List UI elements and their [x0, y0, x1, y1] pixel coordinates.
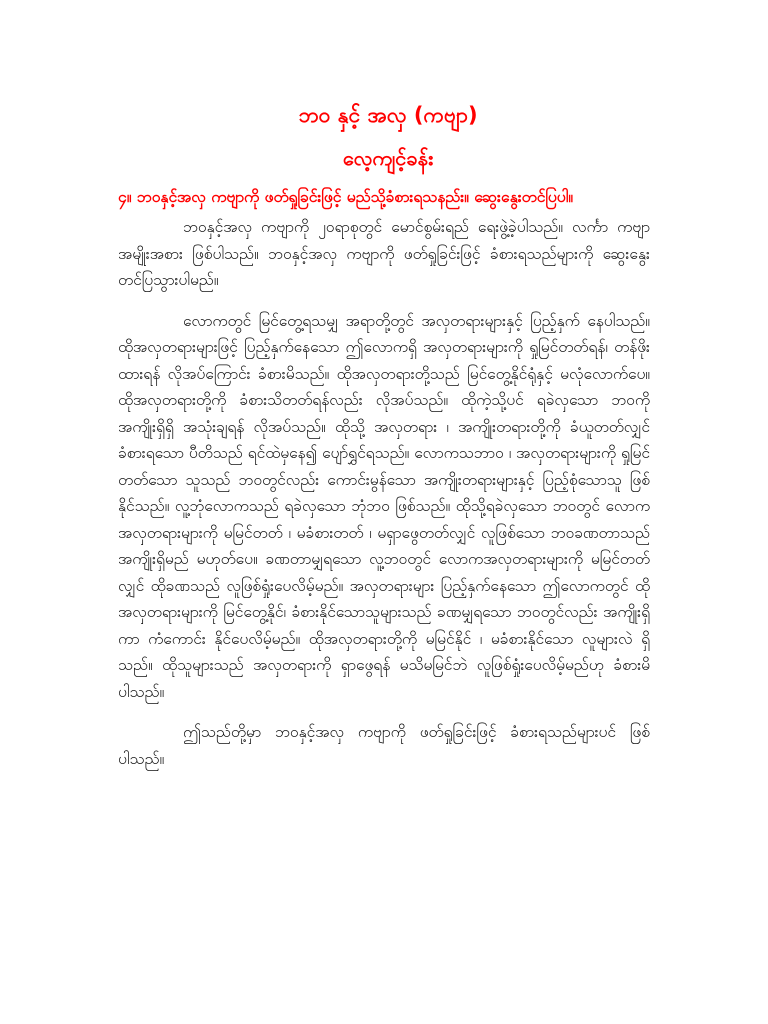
exercise-question: ၄။ ဘဝနှင့်အလှ ကဗျာကို ဖတ်ရှုခြင်းဖြင့် မည်သို့ခံစားရသနည်း။ ဆွေးနွေးတင်ပြပါ။ — [118, 188, 573, 206]
paragraph-intro: ဘဝနှင့်အလှ ကဗျာကို ၂၀ရာစုတွင် မောင်စွမ်းရည် ရေးဖွဲ့ခဲ့ပါသည်။ လင်္ကာ ကဗျာ အမျိုးအစား ဖြစ်ပါသည်။ ဘဝနှင့်အလှ ကဗျာကို ဖတ်ရှုခြင်းဖြင့် ခံစားရသည်များကို ဆွေးနွေး တင်ပြသွားပါမည်။ — [118, 218, 650, 289]
document-title: ဘဝ နှင့် အလှ (ကဗျာ) — [298, 103, 478, 127]
exercise-heading: လေ့ကျင့်ခန်း — [342, 146, 434, 170]
paragraph-conclusion: ဤသည်တို့မှာ ဘဝနှင့်အလှ ကဗျာကို ဖတ်ရှုခြင်းဖြင့် ခံစားရသည်များပင် ဖြစ်ပါသည်။ — [118, 723, 650, 768]
paragraph-body: လောကတွင် မြင်တွေ့ရသမျှ အရာတို့တွင် အလှတရားများနှင့် ပြည့်နှက် နေပါသည်။ ထိုအလှတရားများဖြင့် ပြည့်နှက်နေသော ဤလောကရှိ အလှတရားများကို ရှုမြင်တတ်ရန်၊ တန်ဖိုးထားရန် လိုအပ်ကြောင်း ခံစားမိသည်။ ထိုအလှတရားတို့သည် မြင်တွေ့နိုင်ရုံနှင့် မလုံလောက်ပေ။ ထိုအလှတရားတို့ကို ခံစားသိတတ်ရန်လည်း လိုအပ်သည်။ ထိုကဲ့သို့ပင် ရခဲလှသော ဘဝကို အကျိုးရှိရှိ အသုံးချရန် လိုအပ်သည်။ ထိုသို့ အလှတရား ၊ အကျိုးတရားတို့ကို ခံယူတတ်လျှင် ခံစားရသော ပီတိသည် ရင်ထဲမှနေ၍ ပျော်ရွှင်ရသည်။ လောကသဘာဝ ၊ အလှတရားများကို ရှုမြင်တတ်သော သူသည် ဘဝတွင်လည်း ကောင်းမွန်သော အကျိုးတရားများနှင့် ပြည့်စုံသောသူ ဖြစ်နိုင်သည်။ လူ့ဘုံလောကသည် ရခဲလှသော ဘုံဘဝ ဖြစ်သည်။ ထိုသို့ရခဲလှသော ဘဝတွင် လောကအလှတရားများကို မမြင်တတ် ၊ မခံစားတတ် ၊ မရှာဖွေတတ်လျှင် လူဖြစ်သော ဘဝခဏတာသည် အကျိုးရှိမည် မဟုတ်ပေ။ ခဏတာမျှရသော လူ့ဘဝတွင် လောကအလှတရားများကို မမြင်တတ်လျှင် ထိုခဏသည် လူဖြစ်ရှုံးပေလိမ့်မည်။ အလှတရားများ ပြည့်နှက်နေသော ဤလောကတွင် ထိုအလှတရားများကို မြင်တွေ့နိုင်၊ ခံစားနိုင်သောသူများသည် ခဏမျှရသော ဘဝတွင်လည်း အကျိုးရှိကာ ကံကောင်း နိုင်ပေလိမ့်မည်။ ထိုအလှတရားတို့ကို မမြင်နိုင် ၊ မခံစားနိုင်သော လူများလဲ ရှိသည်။ ထိုသူများသည် အလှတရားကို ရှာဖွေရန် မသိမမြင်ဘဲ လူဖြစ်ရှုံးပေလိမ့်မည်ဟု ခံစားမိပါသည်။ — [118, 311, 650, 701]
